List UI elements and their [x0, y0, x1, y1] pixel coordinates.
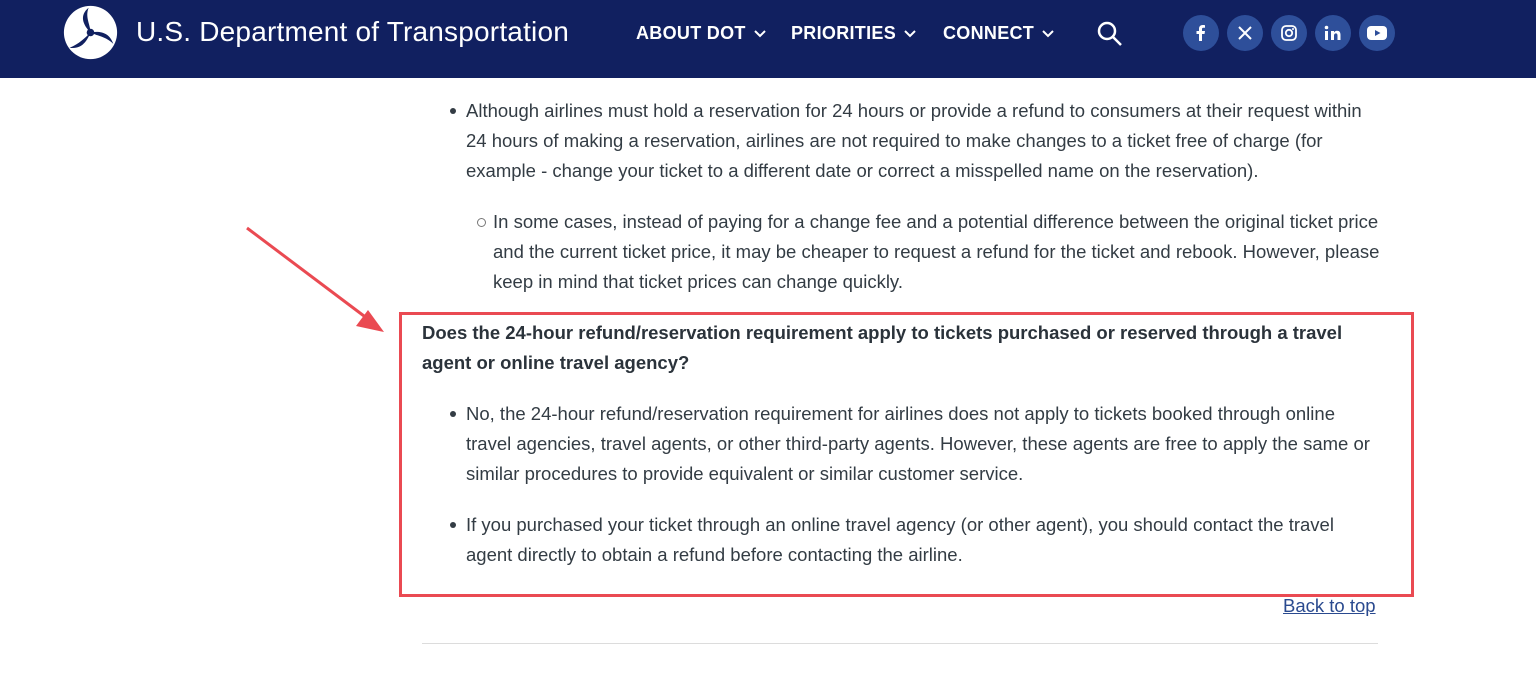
facebook-icon [1192, 24, 1210, 42]
sub-bullet-list [493, 207, 1388, 296]
nav-priorities[interactable] [791, 23, 916, 44]
main-content [0, 78, 1536, 677]
nav-label: CONNECT [943, 23, 1035, 43]
list-item: Although airlines must hold a reservation for 24 hours or provide a refund to consumers at their request within 24 hours of making a reservation, airlines are not required to make changes to a ticket free of charge (for example - change your ticket to a different date or correct a misspelled name on the reservation). [466, 96, 1386, 185]
site-title[interactable]: U.S. Department of Transportation [136, 16, 570, 47]
list-item: No, the 24-hour refund/reservation requirement for airlines does not apply to tickets booked through online travel agencies, travel agents, or other third-party agents. However, these agents are free to apply the same or similar procedures to provide equivalent or similar customer service. [466, 399, 1381, 488]
youtube-icon [1366, 25, 1388, 41]
nav-label: PRIORITIES [791, 23, 897, 43]
linkedin-icon [1323, 24, 1343, 42]
x-button[interactable] [1227, 15, 1263, 51]
back-to-top-link[interactable]: Back to top [1283, 595, 1376, 616]
faq-question: Does the 24-hour refund/reservation requirement apply to tickets purchased or reserved through a travel agent or online travel agency? [422, 322, 1343, 373]
facebook-button[interactable] [1183, 15, 1219, 51]
nav-about-dot[interactable] [636, 23, 766, 44]
red-arrow-annotation [240, 226, 390, 336]
site-header [0, 0, 1536, 78]
answer-list [466, 399, 1381, 570]
x-icon [1237, 25, 1253, 41]
instagram-button[interactable] [1271, 15, 1307, 51]
chevron-down-icon [1042, 30, 1054, 38]
linkedin-button[interactable] [1315, 15, 1351, 51]
divider [422, 643, 1378, 644]
instagram-icon [1280, 24, 1298, 42]
dot-logo-icon[interactable] [62, 4, 119, 61]
chevron-down-icon [904, 30, 916, 38]
list-item: In some cases, instead of paying for a change fee and a potential difference between the original ticket price and the current ticket price, it may be cheaper to request a refund for the ticket and rebook. However, please keep in mind that ticket prices can change quickly. [493, 207, 1388, 296]
list-item: If you purchased your ticket through an online travel agency (or other agent), you should contact the travel agent directly to obtain a refund before contacting the airline. [466, 510, 1381, 570]
nav-label: ABOUT DOT [636, 23, 746, 43]
chevron-down-icon [754, 30, 766, 38]
youtube-button[interactable] [1359, 15, 1395, 51]
nav-connect[interactable] [943, 23, 1054, 44]
search-icon[interactable] [1096, 20, 1124, 48]
bullet-list [466, 96, 1386, 185]
